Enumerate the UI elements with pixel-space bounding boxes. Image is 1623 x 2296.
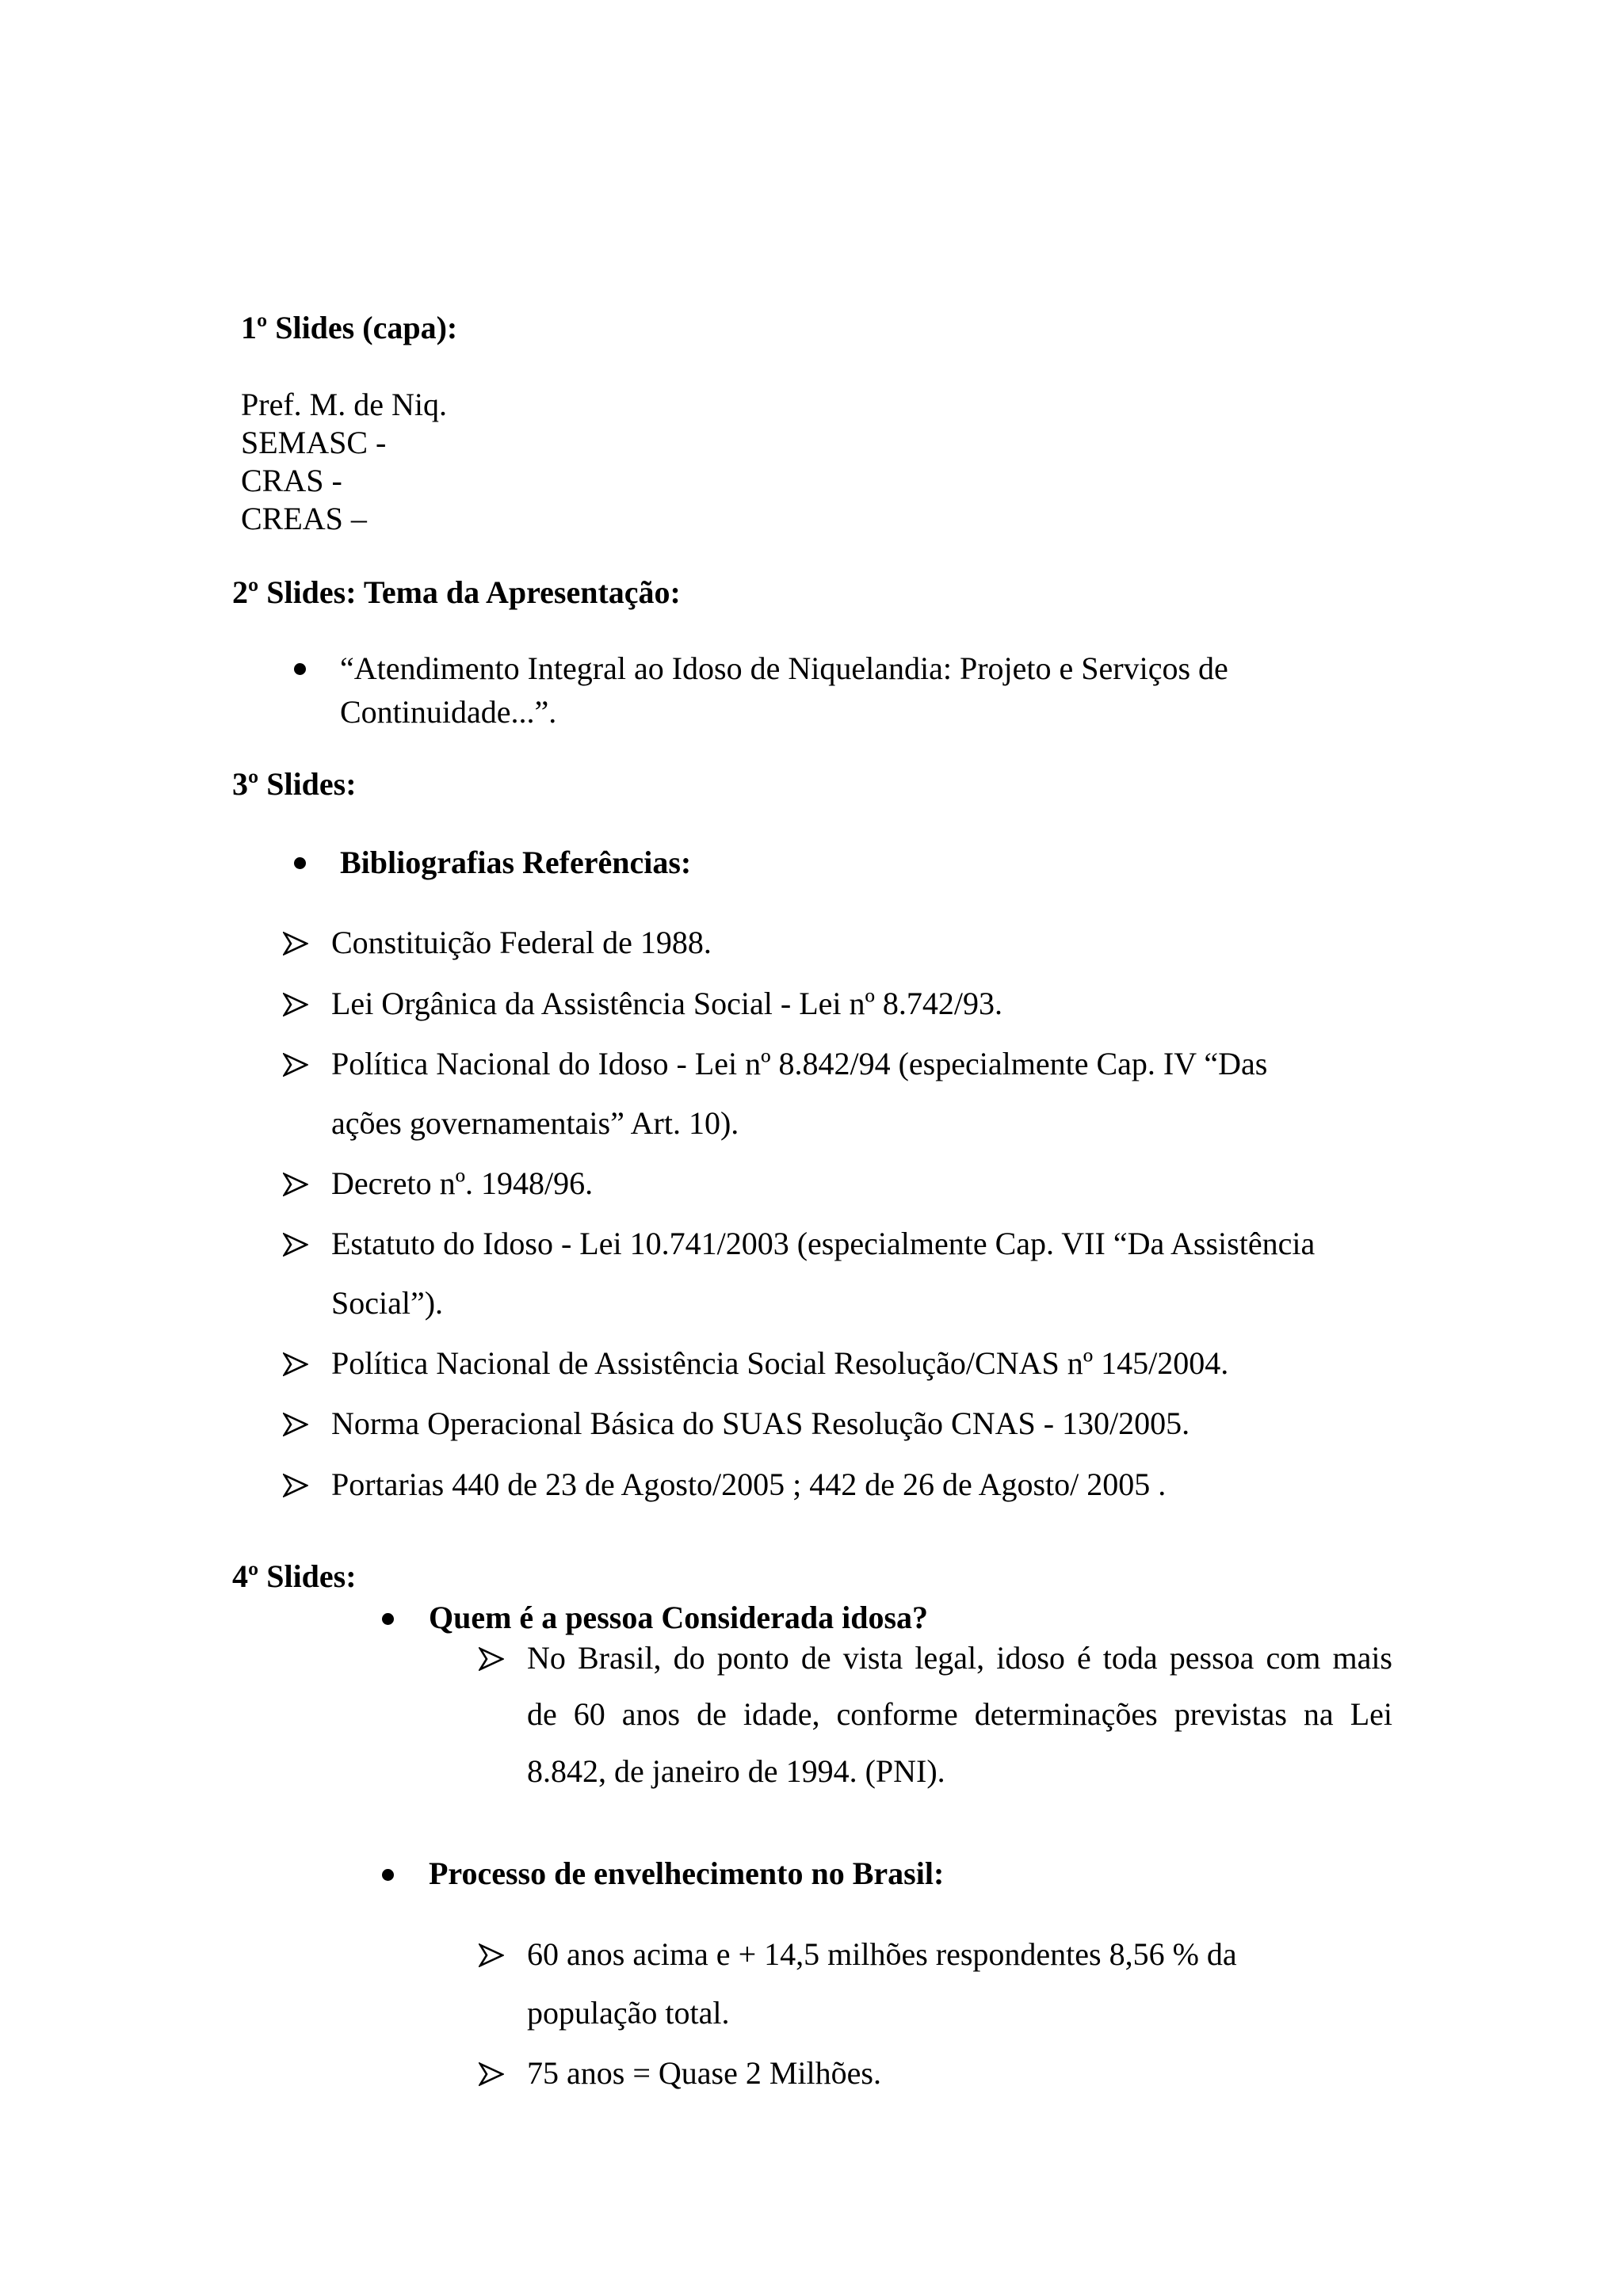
slide4-question: Quem é a pessoa Considerada idosa? (429, 1600, 929, 1635)
arrow-bullet-icon (479, 1647, 504, 1671)
slide2-theme-line-1: “Atendimento Integral ao Idoso de Niquelandia: Projeto e Serviços de (340, 650, 1228, 686)
slide3-heading: 3º Slides: (232, 766, 357, 802)
stat-line-2: 75 anos = Quase 2 Milhões. (527, 2055, 881, 2091)
reference-item: Lei Orgânica da Assistência Social - Lei nº 8.742/93. (331, 986, 1003, 1021)
answer-line-1: No Brasil, do ponto de vista legal, idoso é toda pessoa com mais (527, 1640, 1392, 1676)
bullet-dot-icon (294, 857, 306, 869)
slide2-theme-line-2: Continuidade...”. (340, 694, 557, 730)
arrow-bullet-icon (479, 1943, 504, 1967)
answer-line-2: de 60 anos de idade, conforme determinações previstas na Lei (527, 1696, 1392, 1732)
slide4-aging-process: Processo de envelhecimento no Brasil: (429, 1855, 945, 1891)
arrow-bullet-icon (283, 1053, 308, 1077)
stat-line-1: 60 anos acima e + 14,5 milhões respondentes 8,56 % da (527, 1936, 1237, 1972)
slide1-line-2: SEMASC - (241, 425, 387, 460)
slide2-heading: 2º Slides: Tema da Apresentação: (232, 574, 681, 610)
bullet-dot-icon (382, 1613, 394, 1625)
slide1-line-4: CREAS – (241, 501, 367, 536)
reference-item: Estatuto do Idoso - Lei 10.741/2003 (especialmente Cap. VII “Da Assistência (331, 1226, 1316, 1261)
reference-item-continued: Social”). (331, 1285, 444, 1321)
slide1-heading: 1º Slides (capa): (241, 310, 458, 345)
stat-line-1-continued: população total. (527, 1995, 730, 2031)
arrow-bullet-icon (283, 993, 308, 1016)
arrow-bullet-icon (283, 1173, 308, 1196)
arrow-bullet-icon (283, 932, 308, 955)
reference-item: Portarias 440 de 23 de Agosto/2005 ; 442 de 26 de Agosto/ 2005 . (331, 1466, 1167, 1502)
arrow-bullet-icon (283, 1233, 308, 1257)
slide3-bullet: Bibliografias Referências: (340, 845, 692, 880)
reference-item-continued: ações governamentais” Art. 10). (331, 1105, 739, 1141)
reference-item: Constituição Federal de 1988. (331, 925, 712, 960)
arrow-bullet-icon (479, 2062, 504, 2086)
bullet-dot-icon (294, 663, 306, 675)
bullet-dot-icon (382, 1869, 394, 1881)
slide4-heading: 4º Slides: (232, 1558, 357, 1594)
answer-line-3: 8.842, de janeiro de 1994. (PNI). (527, 1753, 945, 1789)
slide1-line-3: CRAS - (241, 463, 342, 498)
arrow-bullet-icon (283, 1413, 308, 1436)
reference-item: Norma Operacional Básica do SUAS Resolução CNAS - 130/2005. (331, 1405, 1190, 1441)
reference-item: Política Nacional do Idoso - Lei nº 8.842/94 (especialmente Cap. IV “Das (331, 1046, 1268, 1081)
reference-item: Decreto nº. 1948/96. (331, 1165, 594, 1201)
reference-item: Política Nacional de Assistência Social Resolução/CNAS nº 145/2004. (331, 1345, 1229, 1381)
arrow-bullet-icon (283, 1474, 308, 1497)
slide1-line-1: Pref. M. de Niq. (241, 387, 447, 422)
arrow-bullet-icon (283, 1352, 308, 1376)
